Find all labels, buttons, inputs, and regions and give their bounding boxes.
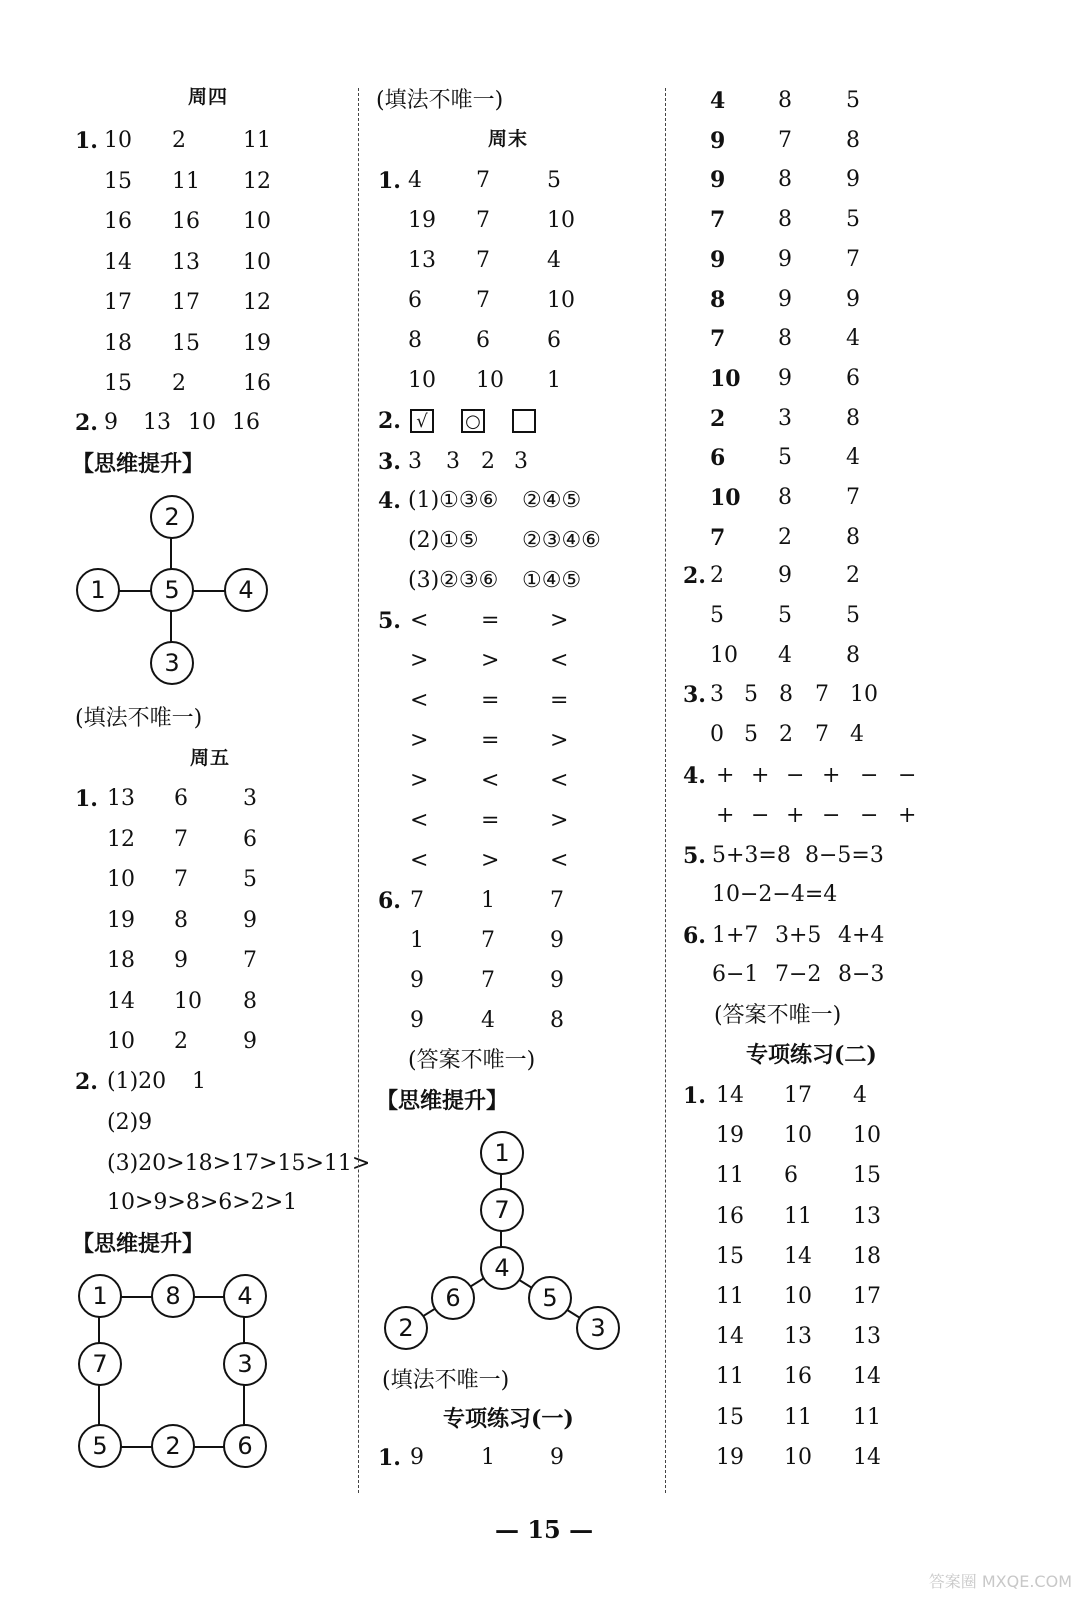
weekend-q1-cell: 7 — [476, 168, 490, 193]
special2-q1-cell: 14 — [853, 1444, 881, 1470]
col3-q4-cell: − — [898, 763, 917, 788]
weekend-q6-cell: 9 — [410, 1008, 424, 1033]
special2-q1-cell: 14 — [784, 1243, 812, 1269]
weekend-q1-cell: 1 — [547, 368, 561, 393]
fri-q1-cell: 6 — [174, 786, 188, 811]
weekend-cont-row-cell: 8 — [710, 286, 726, 313]
col3-q3-cell: 7 — [815, 722, 829, 747]
special2-q1-cell: 11 — [716, 1364, 744, 1390]
weekend-cont-row-cell: 4 — [846, 445, 860, 471]
weekend-q5-cell: = — [481, 688, 500, 713]
square-node: 6 — [223, 1424, 267, 1468]
tree-node: 7 — [480, 1188, 524, 1232]
col3-q3-cell: 5 — [744, 682, 758, 707]
section-heading: 专项练习(二) — [746, 1042, 877, 1068]
weekend-cont-row-cell: 8 — [846, 405, 860, 431]
weekend-q6-cell: 7 — [481, 928, 495, 953]
fri-q1-cell: 19 — [107, 907, 135, 933]
thu-q1-cell: 14 — [104, 249, 132, 275]
weekend-cont-row-cell: 8 — [778, 88, 792, 113]
weekend-q5-cell: = — [550, 688, 569, 713]
thu-q1-cell: 15 — [104, 371, 132, 396]
thu-q2-cell: 9 — [104, 410, 118, 435]
special2-q1-cell: 10 — [784, 1444, 812, 1470]
special2-q1-cell: 6 — [784, 1163, 798, 1189]
col3-q6-cell: 3+5 — [775, 923, 822, 948]
col3-q6-cell: 6−1 — [712, 962, 759, 987]
section-heading: 周四 — [188, 86, 229, 108]
weekend-q5-cell: < — [410, 608, 429, 633]
note-text: (填法不唯一) — [75, 706, 203, 731]
weekend-q6-cell: 6. — [378, 888, 401, 914]
weekend-cont-row-cell: 7 — [710, 524, 726, 551]
weekend-q5-cell: < — [481, 768, 500, 793]
thu-q1-cell: 17 — [104, 290, 132, 315]
cross-node: 1 — [76, 568, 120, 612]
square-node: 3 — [223, 1342, 267, 1386]
weekend-q1-cell: 7 — [476, 208, 490, 233]
col3-q4-cell: + — [716, 803, 735, 828]
fri-q1-cell: 8 — [174, 907, 188, 933]
special2-q1-cell: 16 — [716, 1203, 744, 1229]
square-node: 1 — [78, 1274, 122, 1318]
cross-node: 5 — [150, 568, 194, 612]
weekend-cont-row-cell: 9 — [710, 167, 726, 194]
special2-q1-cell: 14 — [853, 1364, 881, 1390]
column-divider — [358, 88, 359, 1493]
col3-q2-cell: 10 — [710, 643, 738, 668]
fri-q1-cell: 9 — [243, 1029, 257, 1054]
weekend-q1-cell: 6 — [547, 328, 561, 353]
weekend-cont-row-cell: 5 — [846, 88, 860, 113]
fri-q1-cell: 9 — [174, 948, 188, 973]
col3-q3-cell: 0 — [710, 722, 724, 747]
weekend-cont-row-cell: 8 — [778, 485, 792, 510]
col3-q2-cell: 5 — [778, 603, 792, 628]
col3-q4-cell: − — [860, 763, 879, 788]
note-text: (填法不唯一) — [382, 1368, 510, 1393]
weekend-q3-cell: 3. — [378, 449, 401, 475]
cross-node: 4 — [224, 568, 268, 612]
weekend-cont-row-cell: 4 — [846, 326, 860, 352]
weekend-q5-cell: > — [481, 648, 500, 673]
weekend-q6-cell: 9 — [550, 928, 564, 953]
thu-q1-cell: 15 — [172, 330, 200, 356]
weekend-cont-row-cell: 2 — [778, 524, 792, 550]
weekend-q5-cell: < — [550, 648, 569, 673]
fri-q2-cell: (3)20>18>17>15>11> — [107, 1151, 371, 1176]
col3-q2-cell: 5 — [710, 603, 724, 628]
thu-q1-cell: 16 — [104, 209, 132, 234]
weekend-q1-cell: 19 — [408, 208, 436, 233]
thu-q1-cell: 12 — [243, 168, 271, 194]
col3-q4-cell: − — [822, 803, 841, 828]
col3-q3-cell: 3. — [683, 682, 706, 708]
weekend-q1-cell: 1. — [378, 168, 401, 194]
special2-q1-cell: 13 — [784, 1324, 812, 1350]
note-text: (填法不唯一) — [376, 88, 504, 113]
fri-q1-cell: 14 — [107, 988, 135, 1014]
col3-q6-cell: 4+4 — [838, 923, 885, 948]
col3-q3-cell: 10 — [850, 682, 878, 707]
weekend-q1-cell: 4 — [547, 248, 561, 273]
thu-q2-cell: 16 — [232, 410, 260, 435]
fri-q2-cell: 1 — [192, 1069, 206, 1094]
special2-q1-cell: 14 — [716, 1083, 744, 1108]
weekend-q4-cell: ②④⑤ — [522, 488, 582, 513]
special2-q1-cell: 11 — [784, 1404, 812, 1430]
square-node: 4 — [223, 1274, 267, 1318]
weekend-q1-cell: 4 — [408, 168, 422, 193]
special2-q1-cell: 10 — [853, 1123, 881, 1149]
note-text: (答案不唯一) — [408, 1048, 536, 1073]
col3-q5-cell: 5. — [683, 843, 706, 869]
weekend-cont-row-cell: 8 — [778, 167, 792, 193]
special2-q1-cell: 14 — [716, 1324, 744, 1350]
thinking-heading: 【思维提升】 — [376, 1088, 509, 1114]
weekend-q1-cell: 10 — [547, 288, 575, 313]
page-number: — 15 — — [495, 1515, 594, 1544]
weekend-q1-cell: 10 — [408, 368, 436, 393]
thu-q2-cell: 2. — [75, 410, 98, 436]
tree-node: 4 — [480, 1246, 524, 1290]
weekend-cont-row-cell: 7 — [710, 326, 726, 353]
weekend-cont-row-cell: 6 — [846, 365, 860, 391]
special2-q1-cell: 13 — [853, 1203, 881, 1229]
fri-q2-cell: 10>9>8>6>2>1 — [107, 1190, 298, 1215]
col3-q3-cell: 7 — [815, 682, 829, 707]
tree-node: 3 — [576, 1306, 620, 1350]
weekend-cont-row-cell: 9 — [778, 246, 792, 272]
thu-q1-cell: 2 — [172, 371, 186, 396]
weekend-q5-cell: > — [550, 808, 569, 833]
thu-q1-cell: 16 — [243, 371, 271, 396]
special2-q1-cell: 4 — [853, 1083, 867, 1108]
weekend-q5-cell: < — [550, 768, 569, 793]
col3-q3-cell: 3 — [710, 682, 724, 707]
weekend-cont-row-cell: 3 — [778, 405, 792, 431]
weekend-q6-cell: 7 — [550, 888, 564, 913]
special2-q1-cell: 19 — [716, 1444, 744, 1470]
thu-q1-cell: 11 — [172, 168, 200, 194]
weekend-cont-row-cell: 9 — [778, 286, 792, 312]
square-node: 8 — [151, 1274, 195, 1318]
weekend-q4-cell: (3)②③⑥ — [408, 568, 499, 593]
weekend-q5-cell: < — [550, 848, 569, 873]
col3-q4-cell: + — [898, 803, 917, 828]
cross-node: 2 — [150, 495, 194, 539]
weekend-q6-cell: 1 — [481, 888, 495, 913]
weekend-q6-cell: 1 — [410, 928, 424, 953]
thu-q1-cell: 1. — [75, 128, 98, 154]
weekend-cont-row-cell: 8 — [778, 326, 792, 352]
col3-q3-cell: 2 — [779, 722, 793, 747]
col3-q2-cell: 2 — [710, 563, 724, 588]
tree-node: 2 — [384, 1306, 428, 1350]
fri-q1-cell: 1. — [75, 786, 98, 812]
weekend-q3-cell: 3 — [446, 449, 460, 474]
special2-q1-cell: 17 — [853, 1284, 881, 1309]
weekend-cont-row-cell: 9 — [710, 246, 726, 273]
thu-q1-cell: 10 — [104, 128, 132, 153]
col3-q2-cell: 8 — [846, 643, 860, 668]
square-node: 2 — [151, 1424, 195, 1468]
col3-q6-cell: 6. — [683, 923, 706, 949]
special2-q1-cell: 1. — [683, 1083, 706, 1109]
special2-q1-cell: 10 — [784, 1284, 812, 1309]
column-divider — [665, 88, 666, 1493]
weekend-q4-cell: 4. — [378, 488, 401, 514]
thu-q1-cell: 12 — [243, 290, 271, 315]
special2-q1-cell: 19 — [716, 1123, 744, 1149]
tree-node: 1 — [480, 1131, 524, 1175]
square-node: 7 — [78, 1342, 122, 1386]
special2-q1-cell: 13 — [853, 1324, 881, 1350]
col3-q2-cell: 2 — [846, 563, 860, 588]
col3-q6-cell: 7−2 — [775, 962, 822, 987]
fri-q2-cell: 2. — [75, 1069, 98, 1095]
thinking-heading: 【思维提升】 — [72, 451, 205, 477]
special2-q1-cell: 10 — [784, 1123, 812, 1149]
fri-q1-cell: 5 — [243, 867, 257, 892]
weekend-q1-cell: 5 — [547, 168, 561, 193]
answer-box: ○ — [461, 409, 485, 433]
thu-q2-cell: 13 — [143, 410, 171, 435]
col3-q4-cell: + — [822, 763, 841, 788]
col3-q3-cell: 5 — [744, 722, 758, 747]
weekend-q5-cell: < — [410, 808, 429, 833]
weekend-cont-row-cell: 5 — [846, 207, 860, 233]
weekend-q4-cell: (2)①⑤ — [408, 528, 479, 553]
fri-q1-cell: 9 — [243, 907, 257, 933]
fri-q1-cell: 7 — [174, 867, 188, 892]
fri-q1-cell: 7 — [243, 948, 257, 973]
fri-q1-cell: 3 — [243, 786, 257, 811]
special2-q1-cell: 17 — [784, 1083, 812, 1108]
special2-q1-cell: 15 — [716, 1243, 744, 1269]
weekend-cont-row-cell: 7 — [846, 485, 860, 510]
weekend-cont-row-cell: 9 — [710, 127, 726, 154]
weekend-q4-cell: ②③④⑥ — [522, 528, 601, 553]
weekend-q5-cell: > — [410, 728, 429, 753]
cross-node: 3 — [150, 641, 194, 685]
special2-q1-cell: 18 — [853, 1243, 881, 1269]
thu-q1-cell: 13 — [172, 249, 200, 275]
note-text: (答案不唯一) — [714, 1003, 842, 1028]
weekend-q1-cell: 7 — [476, 248, 490, 273]
thu-q1-cell: 15 — [104, 168, 132, 194]
thu-q1-cell: 11 — [243, 128, 271, 153]
weekend-q2-label: 2. — [378, 408, 401, 434]
special2-q1-cell: 11 — [784, 1203, 812, 1229]
fri-q1-cell: 13 — [107, 786, 135, 811]
weekend-cont-row-cell: 4 — [710, 88, 726, 114]
thu-q1-cell: 16 — [172, 209, 200, 234]
weekend-cont-row-cell: 2 — [710, 405, 726, 432]
thu-q1-cell: 17 — [172, 290, 200, 315]
weekend-cont-row-cell: 8 — [846, 127, 860, 153]
special2-q1-cell: 11 — [853, 1404, 881, 1430]
weekend-cont-row-cell: 8 — [778, 207, 792, 233]
weekend-q5-cell: > — [481, 848, 500, 873]
fri-q1-cell: 10 — [174, 988, 202, 1014]
weekend-q1-cell: 10 — [476, 368, 504, 393]
col3-q5-cell: 8−5=3 — [805, 843, 884, 868]
weekend-cont-row-cell: 10 — [710, 485, 741, 511]
weekend-q5-cell: > — [410, 648, 429, 673]
weekend-cont-row-cell: 7 — [778, 127, 792, 153]
weekend-q5-cell: < — [410, 848, 429, 873]
fri-q1-cell: 6 — [243, 826, 257, 852]
weekend-cont-row-cell: 9 — [846, 167, 860, 193]
fri-q1-cell: 2 — [174, 1029, 188, 1054]
weekend-cont-row-cell: 7 — [710, 207, 726, 234]
section-heading: 周五 — [190, 747, 231, 769]
weekend-q1-cell: 8 — [408, 328, 422, 353]
fri-q2-cell: (2)9 — [107, 1110, 153, 1135]
col3-q2-cell: 2. — [683, 563, 706, 589]
fri-q1-cell: 18 — [107, 948, 135, 973]
thinking-heading: 【思维提升】 — [72, 1231, 205, 1257]
special2-q1-cell: 16 — [784, 1364, 812, 1390]
col3-q4-cell: 4. — [683, 763, 706, 789]
weekend-q5-cell: = — [481, 728, 500, 753]
special2-q1-cell: 15 — [853, 1163, 881, 1189]
special2-q1-cell: 11 — [716, 1284, 744, 1309]
weekend-q6-cell: 4 — [481, 1008, 495, 1033]
weekend-q1-cell: 10 — [547, 208, 575, 233]
weekend-q5-cell: 5. — [378, 608, 401, 634]
col3-q3-cell: 4 — [850, 722, 864, 747]
fri-q1-cell: 10 — [107, 867, 135, 892]
fri-q1-cell: 12 — [107, 826, 135, 852]
col3-q5-cell: 10−2−4=4 — [712, 882, 838, 907]
thu-q1-cell: 10 — [243, 249, 271, 275]
weekend-cont-row-cell: 10 — [710, 365, 741, 392]
weekend-q1-cell: 7 — [476, 288, 490, 313]
weekend-q6-cell: 9 — [410, 968, 424, 993]
special1-q1-cell: 9 — [550, 1445, 564, 1470]
fri-q1-cell: 8 — [243, 988, 257, 1014]
fri-q1-cell: 10 — [107, 1029, 135, 1054]
col3-q4-cell: − — [786, 763, 805, 788]
col3-q4-cell: + — [786, 803, 805, 828]
thu-q1-cell: 19 — [243, 330, 271, 356]
weekend-cont-row-cell: 8 — [846, 524, 860, 550]
weekend-cont-row-cell: 9 — [846, 286, 860, 312]
thu-q2-cell: 10 — [188, 410, 216, 435]
col3-q4-cell: + — [716, 763, 735, 788]
thu-q1-cell: 10 — [243, 209, 271, 234]
col3-q6-cell: 8−3 — [838, 962, 885, 987]
watermark: 答案圈 MXQE.COM — [928, 1572, 1072, 1591]
answer-box: √ — [410, 409, 434, 433]
fri-q2-cell: (1)20 — [107, 1069, 167, 1094]
col3-q2-cell: 5 — [846, 603, 860, 628]
special1-q1-cell: 9 — [410, 1445, 424, 1470]
tree-node: 5 — [528, 1276, 572, 1320]
special1-q1-cell: 1 — [481, 1445, 495, 1470]
weekend-q5-cell: = — [481, 808, 500, 833]
col3-q2-cell: 9 — [778, 563, 792, 588]
weekend-q6-cell: 8 — [550, 1008, 564, 1033]
weekend-q5-cell: > — [550, 728, 569, 753]
section-heading: 周末 — [488, 128, 529, 150]
weekend-q3-cell: 2 — [481, 449, 495, 474]
tree-node: 6 — [431, 1276, 475, 1320]
weekend-q6-cell: 7 — [410, 888, 424, 913]
weekend-q5-cell: > — [550, 608, 569, 633]
weekend-cont-row-cell: 6 — [710, 445, 726, 472]
weekend-q1-cell: 6 — [408, 288, 422, 313]
weekend-q6-cell: 9 — [550, 968, 564, 993]
weekend-q3-cell: 3 — [514, 449, 528, 474]
col3-q4-cell: + — [751, 763, 770, 788]
fri-q1-cell: 7 — [174, 826, 188, 852]
special1-q1-cell: 1. — [378, 1445, 401, 1471]
weekend-q4-cell: (1)①③⑥ — [408, 488, 499, 513]
weekend-q3-cell: 3 — [408, 449, 422, 474]
square-node: 5 — [78, 1424, 122, 1468]
weekend-cont-row-cell: 7 — [846, 246, 860, 272]
special2-q1-cell: 11 — [716, 1163, 744, 1189]
weekend-cont-row-cell: 9 — [778, 365, 792, 391]
col3-q4-cell: − — [751, 803, 770, 828]
thu-q1-cell: 18 — [104, 330, 132, 356]
thu-q1-cell: 2 — [172, 128, 186, 153]
answer-box — [512, 409, 536, 433]
weekend-q5-cell: > — [410, 768, 429, 793]
weekend-cont-row-cell: 5 — [778, 445, 792, 471]
col3-q4-cell: − — [860, 803, 879, 828]
weekend-q1-cell: 6 — [476, 328, 490, 353]
weekend-q5-cell: = — [481, 608, 500, 633]
col3-q5-cell: 5+3=8 — [712, 843, 791, 868]
col3-q6-cell: 1+7 — [712, 923, 759, 948]
col3-q2-cell: 4 — [778, 643, 792, 668]
weekend-q5-cell: < — [410, 688, 429, 713]
weekend-q6-cell: 7 — [481, 968, 495, 993]
weekend-q4-cell: ①④⑤ — [522, 568, 582, 593]
section-heading: 专项练习(一) — [443, 1406, 574, 1432]
col3-q3-cell: 8 — [779, 682, 793, 707]
special2-q1-cell: 15 — [716, 1404, 744, 1430]
weekend-q1-cell: 13 — [408, 248, 436, 273]
